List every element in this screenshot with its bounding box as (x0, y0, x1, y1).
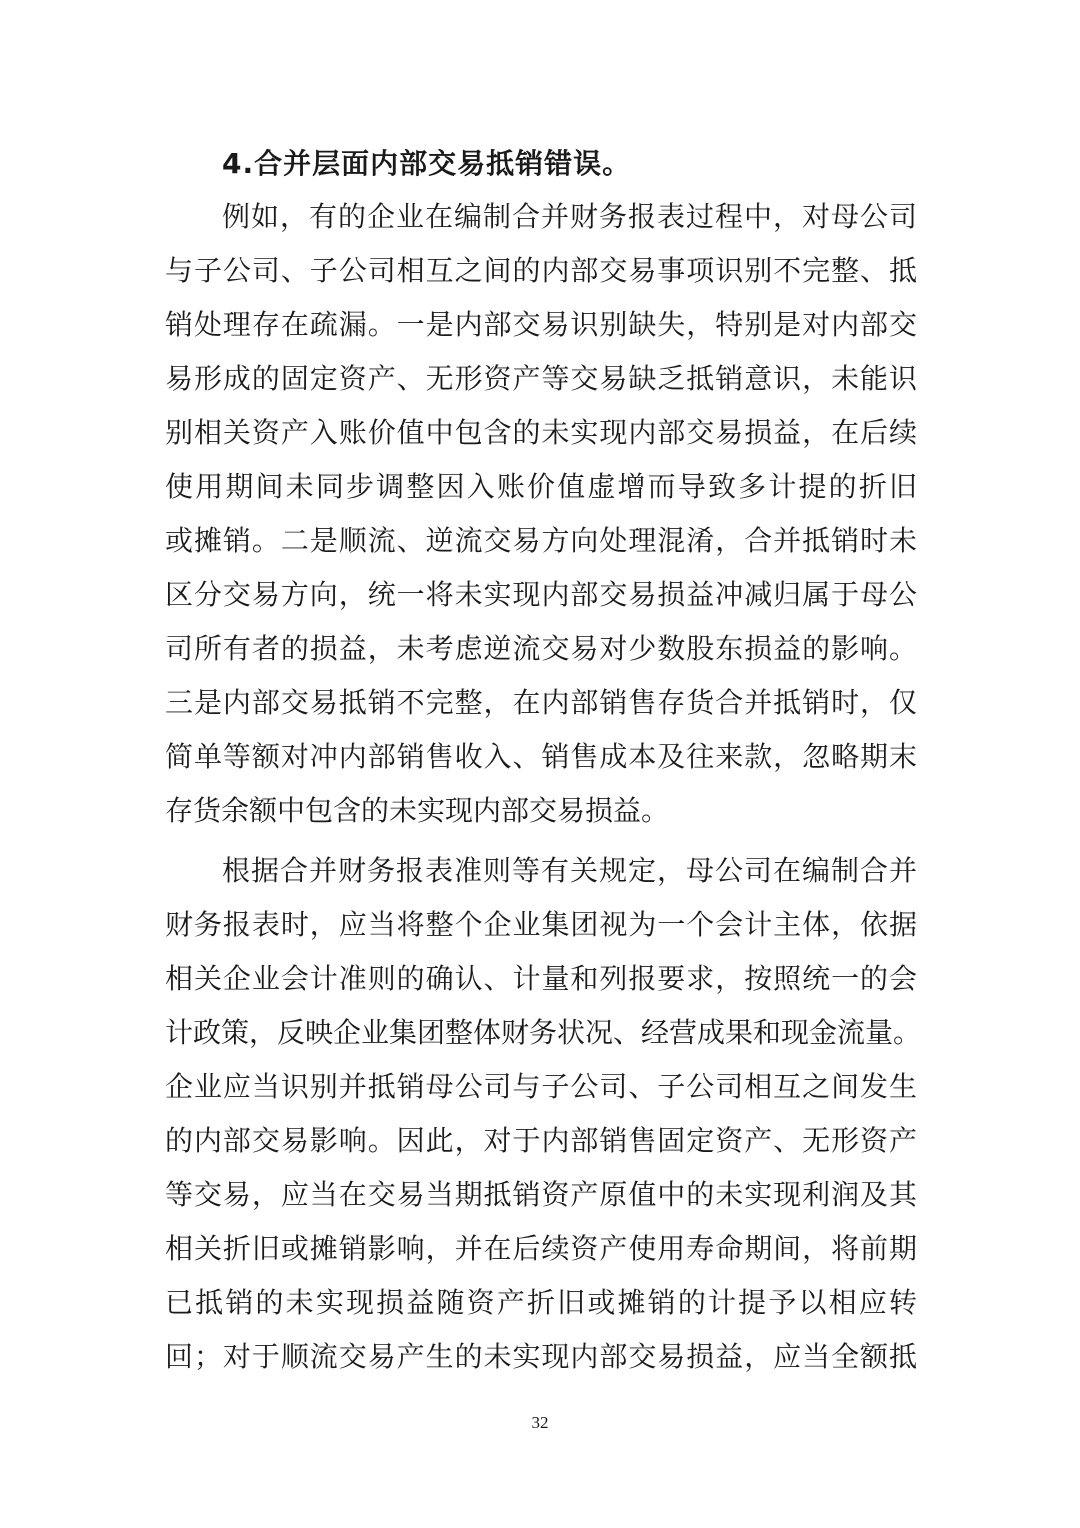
text-line: 销处理存在疏漏。一是内部交易识别缺失，特别是对内部交 (165, 308, 917, 341)
text-line: 易形成的固定资产、无形资产等交易缺乏抵销意识，未能识 (165, 362, 917, 395)
text-line: 计政策，反映企业集团整体财务状况、经营成果和现金流量。 (165, 1016, 922, 1049)
text-line: 区分交易方向，统一将未实现内部交易损益冲减归属于母公 (165, 578, 917, 611)
page-number: 32 (531, 1413, 549, 1432)
text-line: 等交易，应当在交易当期抵销资产原值中的未实现利润及其 (165, 1178, 917, 1211)
text-line: 企业应当识别并抵销母公司与子公司、子公司相互之间发生 (165, 1070, 917, 1103)
text-line: 三是内部交易抵销不完整，在内部销售存货合并抵销时，仅 (165, 686, 917, 719)
text-line: 例如，有的企业在编制合并财务报表过程中，对母公司 (222, 200, 917, 233)
text-line: 存货余额中包含的未实现内部交易损益。 (165, 794, 670, 827)
text-line: 相关折旧或摊销影响，并在后续资产使用寿命期间，将前期 (165, 1232, 917, 1265)
text-line: 简单等额对冲内部销售收入、销售成本及往来款，忽略期末 (165, 740, 917, 773)
text-line: 或摊销。二是顺流、逆流交易方向处理混淆，合并抵销时未 (165, 524, 917, 557)
text-line: 财务报表时，应当将整个企业集团视为一个会计主体，依据 (165, 908, 917, 941)
section-heading: 4.合并层面内部交易抵销错误。 (222, 147, 632, 180)
text-line: 使用期间未同步调整因入账价值虚增而导致多计提的折旧 (165, 470, 917, 503)
text-line: 已抵销的未实现损益随资产折旧或摊销的计提予以相应转 (165, 1286, 917, 1319)
text-line: 根据合并财务报表准则等有关规定，母公司在编制合并 (222, 854, 917, 887)
text-line: 与子公司、子公司相互之间的内部交易事项识别不完整、抵 (165, 254, 917, 287)
text-line: 相关企业会计准则的确认、计量和列报要求，按照统一的会 (165, 962, 917, 995)
text-line: 的内部交易影响。因此，对于内部销售固定资产、无形资产 (165, 1124, 917, 1157)
text-line: 别相关资产入账价值中包含的未实现内部交易损益，在后续 (165, 416, 917, 449)
text-line: 司所有者的损益，未考虑逆流交易对少数股东损益的影响。 (165, 632, 917, 665)
text-line: 回；对于顺流交易产生的未实现内部交易损益，应当全额抵 (165, 1340, 917, 1373)
